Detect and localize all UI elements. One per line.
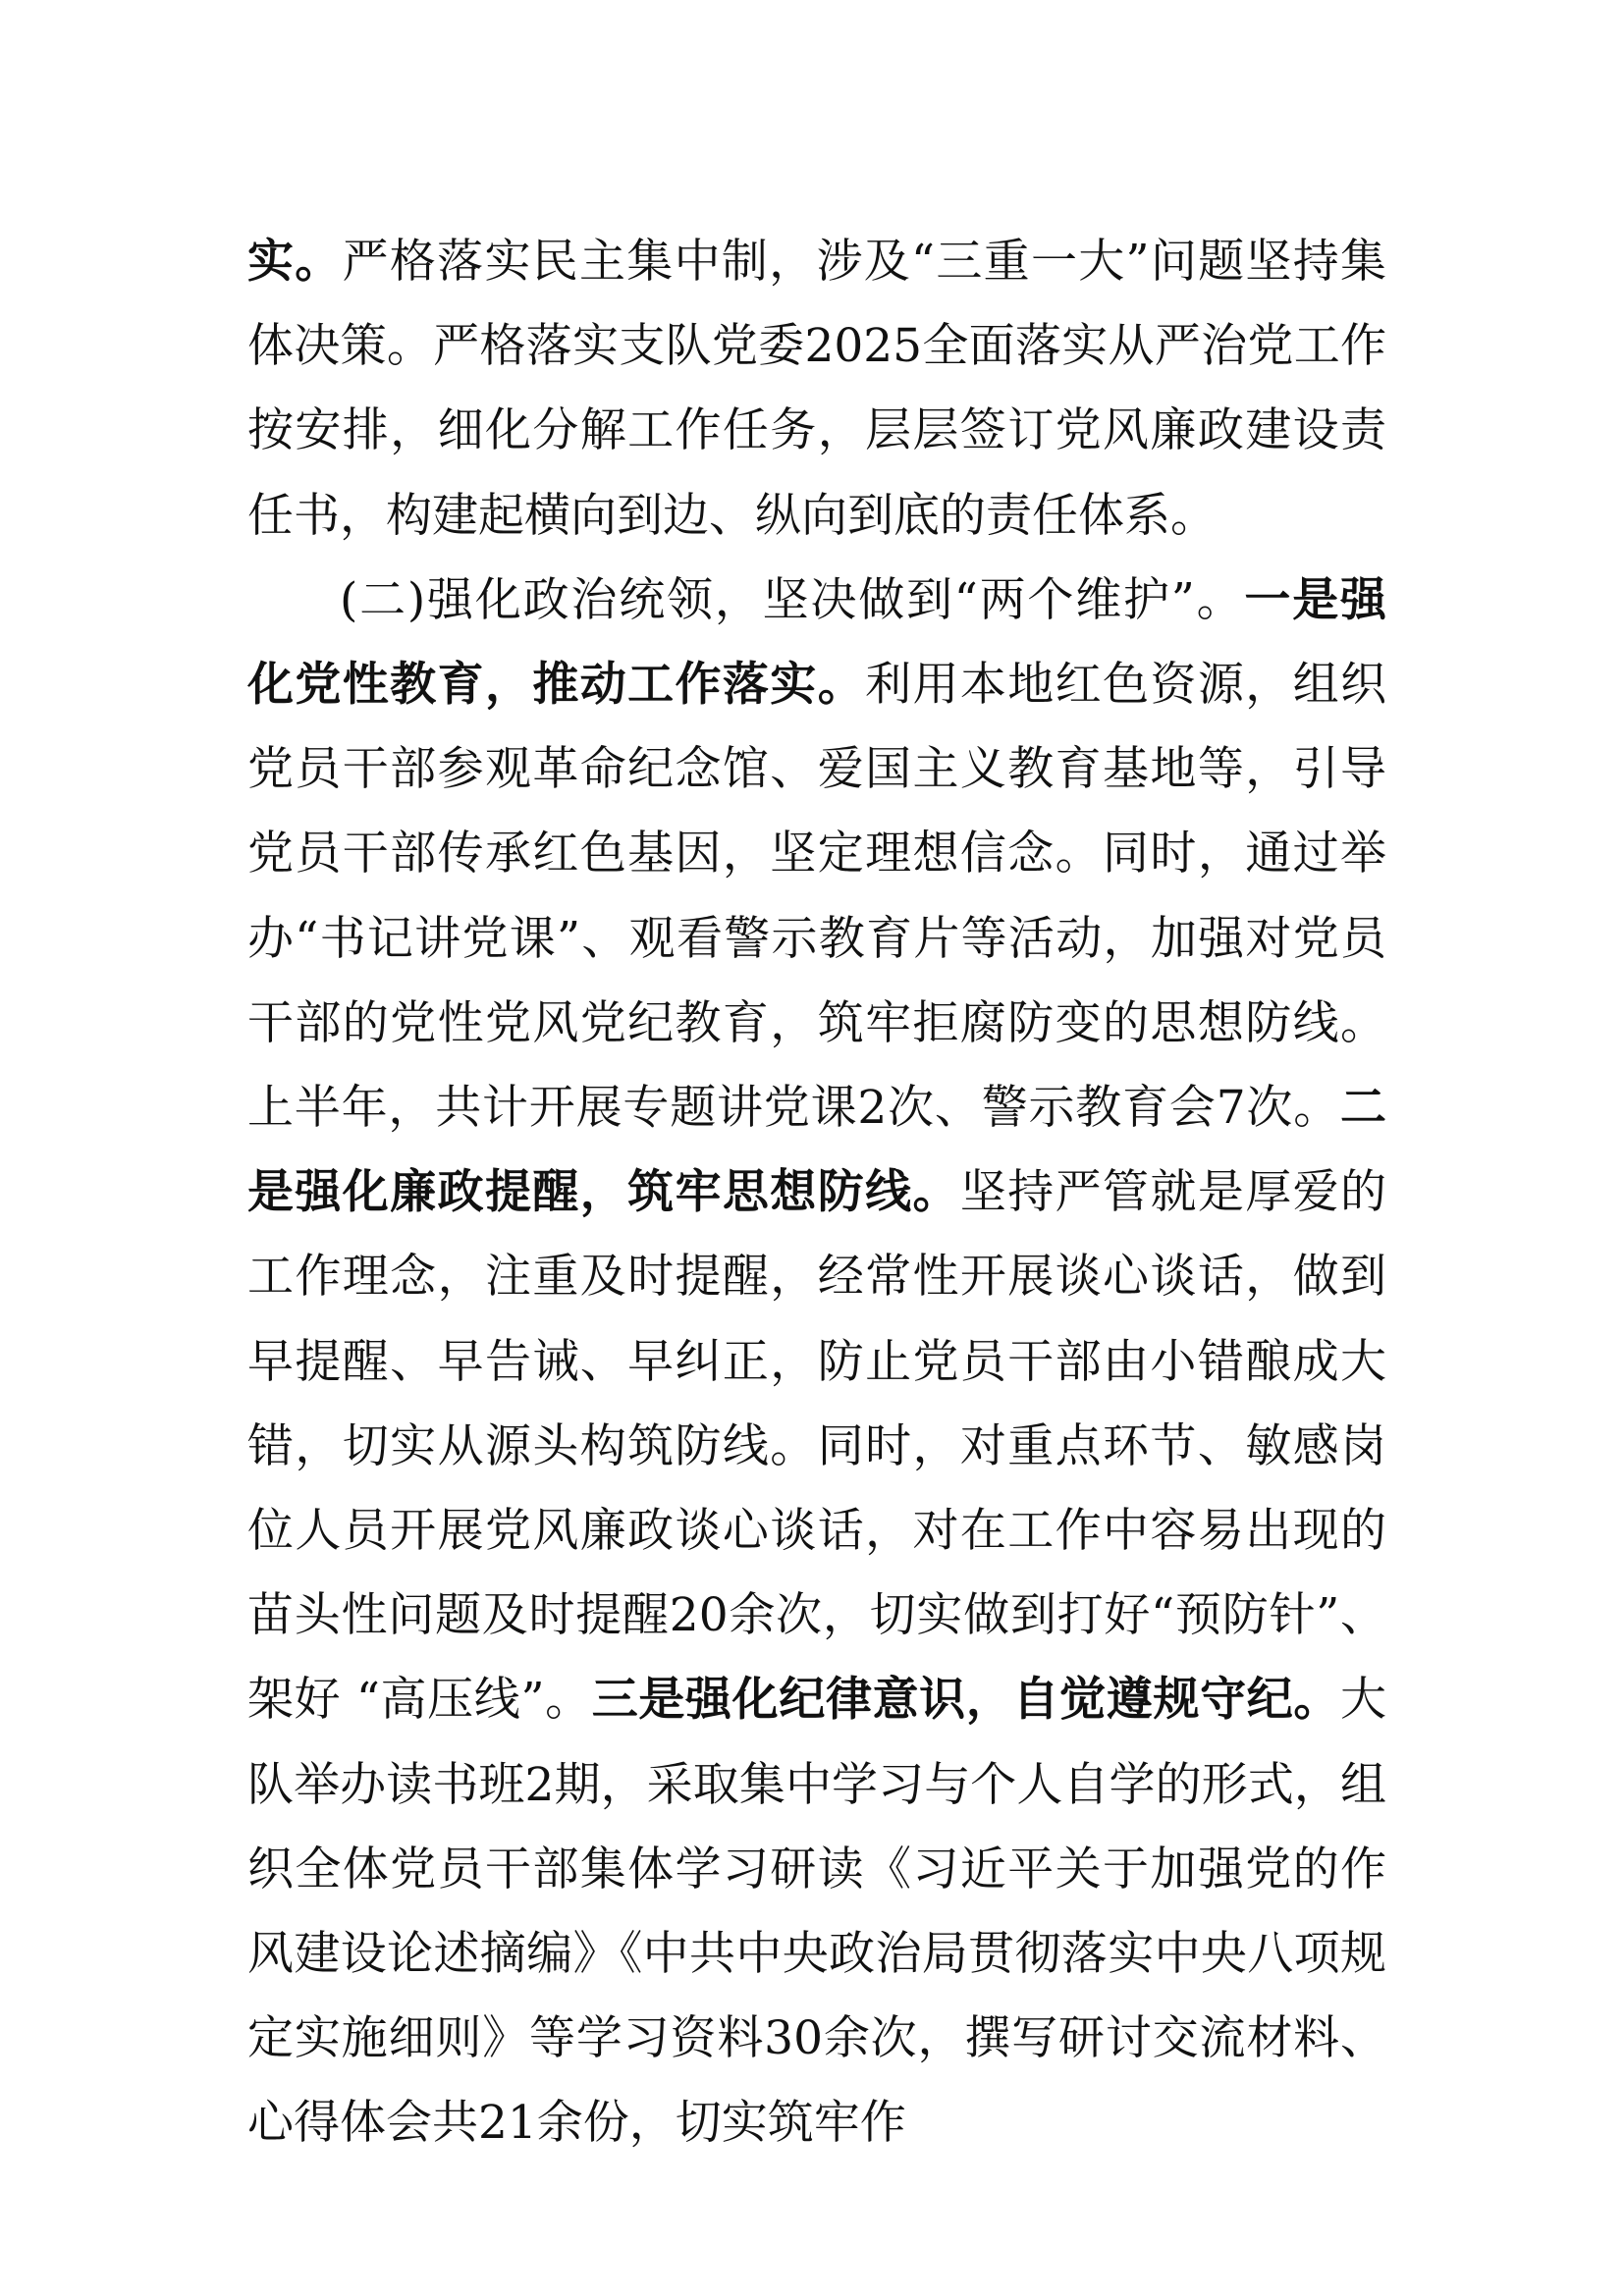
point-1-heading: 一是强化党性教育，推动工作落实。 — [247, 572, 1386, 713]
point-1-text: 利用本地红色资源，组织党员干部参观革命纪念馆、爱国主义教育基地等，引导党员干部传承红色基因，坚定理想信念。同时，通过举办“书记讲党课”、观看警示教育片等活动，加强对党员干部的党性党风党纪教育，筑牢拒腐防变的思想防线。上半年，共计开展专题讲党课2次、警示教育会7次。 — [247, 658, 1387, 1136]
point-2-text: 坚持严管就是厚爱的工作理念，注重及时提醒，经常性开展谈心谈话，做到早提醒、早告诫、早纠正，防止党员干部由小错酿成大错，切实从源头构筑防线。同时，对重点环节、敏感岗位人员开展党风廉政谈心谈话，对在工作中容易出现的苗头性问题及时提醒20余次，切实做到打好“预防针”、架好 “高压线”。 — [247, 1165, 1387, 1728]
document-body — [247, 220, 1386, 2166]
paragraph-2 — [247, 559, 1386, 2166]
paragraph-1-lead-bold: 实。 — [247, 235, 343, 289]
paragraph-1-text: 严格落实民主集中制，涉及“三重一大”问题坚持集体决策。严格落实支队党委2025全面落实从严治党工作按安排，细化分解工作任务，层层签订党风廉政建设责任书，构建起横向到边、纵向到底的责任体系。 — [247, 235, 1386, 543]
paragraph-1 — [247, 220, 1386, 559]
point-3-heading: 三是强化纪律意识，自觉遵规守纪。 — [591, 1673, 1341, 1728]
section-heading-2: (二)强化政治统领，坚决做到“两个维护”。 — [340, 572, 1245, 627]
point-2-heading: 二是强化廉政提醒，筑牢思想防线。 — [247, 1081, 1386, 1220]
point-3-text: 大队举办读书班2期，采取集中学习与个人自学的形式，组织全体党员干部集体学习研读《习近平关于加强党的作风建设论述摘编》《中共中央政治局贯彻落实中央八项规定实施细则》等学习资料30余次，撰写研讨交流材料、心得体会共21余份，切实筑牢作 — [247, 1673, 1387, 2151]
